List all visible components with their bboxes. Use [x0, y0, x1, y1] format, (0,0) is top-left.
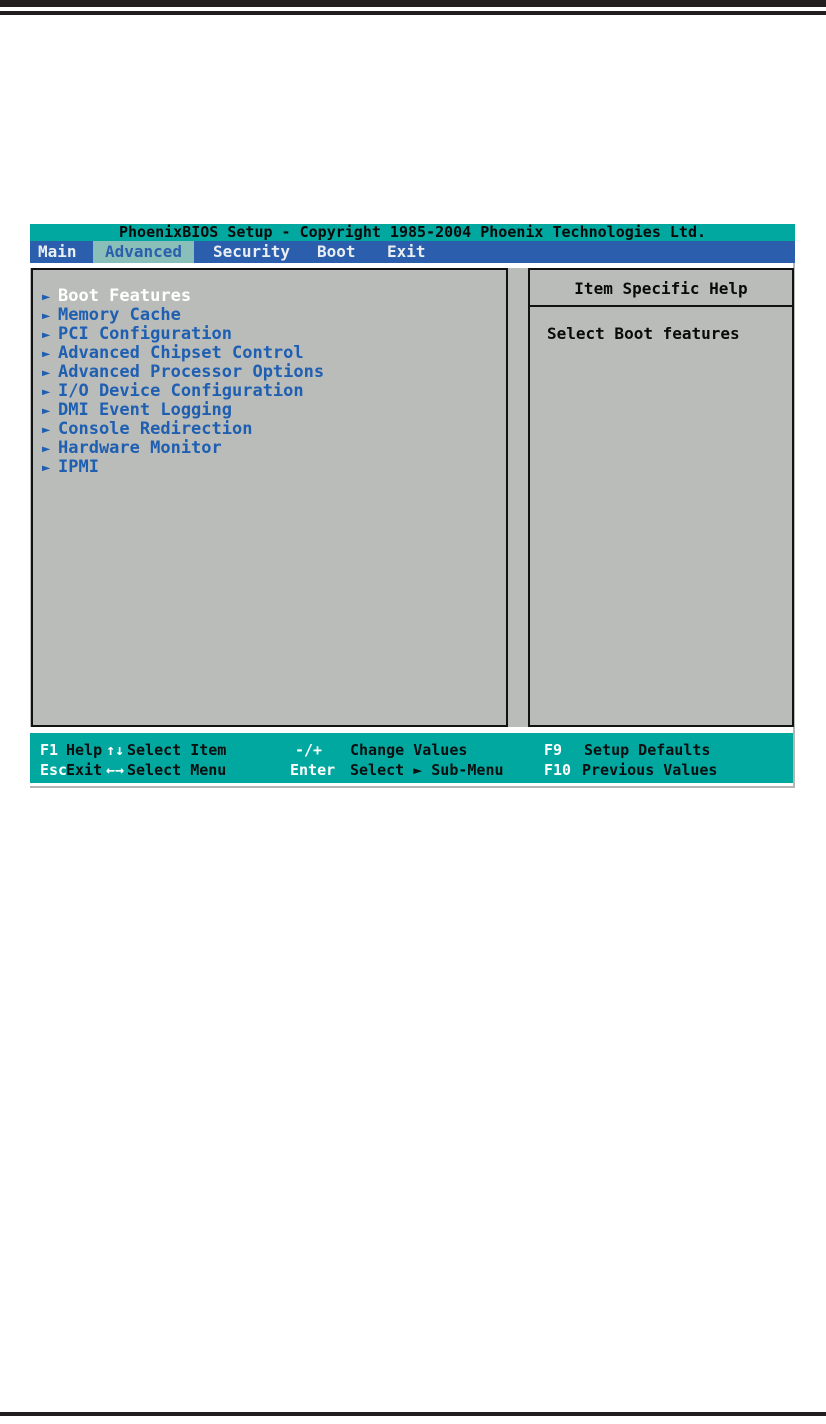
key-f9: F9 [544, 741, 563, 759]
tab-boot[interactable]: Boot [317, 242, 356, 261]
list-item-dmi-event-logging[interactable]: ► DMI Event Logging [42, 400, 232, 420]
list-item-advanced-processor-options[interactable]: ► Advanced Processor Options [42, 362, 325, 382]
key-esc: Esc [40, 761, 68, 779]
tab-main[interactable]: Main [38, 242, 77, 261]
key-minusplus: -/+ [295, 741, 323, 759]
tab-exit[interactable]: Exit [387, 242, 426, 261]
bios-setup-screenshot [30, 224, 795, 788]
key-minusplus-label: Change Values [350, 741, 468, 759]
submenu-arrow-icon: ► [42, 289, 51, 305]
list-item-pci-configuration[interactable]: ► PCI Configuration [42, 324, 232, 344]
key-updown-label: Select Item [127, 741, 227, 759]
key-enter-label: Select ► Sub-Menu [350, 761, 504, 779]
page-top-rule-thick [0, 0, 826, 7]
list-item-memory-cache[interactable]: ► Memory Cache [42, 305, 181, 325]
submenu-arrow-icon: ► [42, 384, 51, 400]
page-bottom-rule [0, 1412, 826, 1416]
submenu-arrow-icon: ► [42, 346, 51, 362]
list-item-console-redirection[interactable]: ► Console Redirection [42, 419, 253, 439]
submenu-arrow-icon: ► [42, 327, 51, 343]
submenu-arrow-icon: ► [42, 403, 51, 419]
help-panel-text: Select Boot features [547, 324, 740, 343]
list-item-io-device-configuration[interactable]: ► I/O Device Configuration [42, 381, 304, 401]
item-specific-help-panel [528, 268, 794, 727]
help-panel-header: Item Specific Help [530, 270, 792, 307]
tab-security[interactable]: Security [213, 242, 291, 261]
bios-title-bar [30, 224, 795, 241]
tab-advanced[interactable]: Advanced [93, 241, 194, 263]
bios-menu-bar [30, 241, 795, 263]
submenu-arrow-icon: ► [42, 422, 51, 438]
key-updown-icon: ↑↓ [106, 741, 125, 759]
advanced-options-panel [31, 268, 508, 727]
key-legend-bar [30, 733, 793, 783]
submenu-arrow-icon: ► [42, 365, 51, 381]
list-item-boot-features[interactable]: ► Boot Features [42, 286, 192, 306]
list-item-advanced-chipset-control[interactable]: ► Advanced Chipset Control [42, 343, 304, 363]
list-item-ipmi[interactable]: ► IPMI [42, 457, 99, 477]
key-f9-label: Setup Defaults [584, 741, 711, 759]
submenu-arrow-icon: ► [42, 308, 51, 324]
key-f10: F10 [544, 761, 572, 779]
key-esc-label: Exit [66, 761, 103, 779]
key-enter: Enter [290, 761, 336, 779]
bios-title: PhoenixBIOS Setup - Copyright 1985-2004 Phoenix Technologies Ltd. [119, 223, 706, 241]
key-leftright-label: Select Menu [127, 761, 227, 779]
submenu-arrow-icon: ► [42, 441, 51, 457]
key-f1: F1 [40, 741, 59, 759]
key-leftright-icon: ←→ [106, 761, 125, 779]
key-f1-label: Help [66, 741, 103, 759]
key-f10-label: Previous Values [582, 761, 718, 779]
list-item-hardware-monitor[interactable]: ► Hardware Monitor [42, 438, 222, 458]
page-top-rule-thin [0, 11, 826, 15]
submenu-arrow-icon: ► [42, 460, 51, 476]
